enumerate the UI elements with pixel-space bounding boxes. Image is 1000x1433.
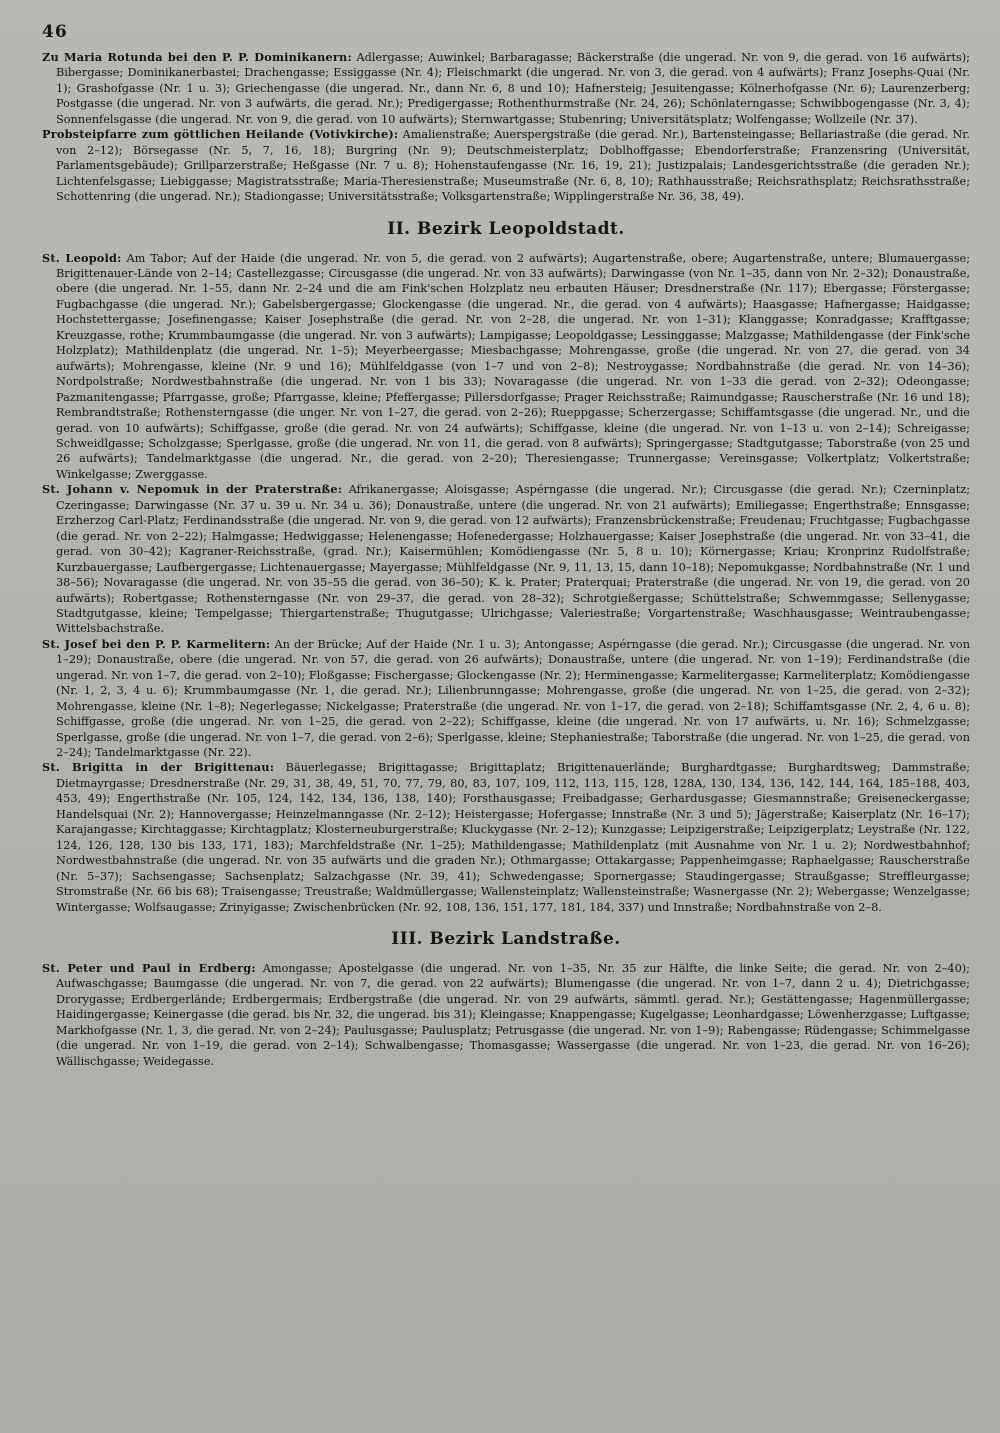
street-list: Bäuerlegasse; Brigittagasse; Brigittaplatz; Brigittenauerlände; Burghardtgasse; Burghardtsweg; Dammstraße; Dietmayrgasse; Dresdnerstraße (Nr. 29, 31, 38, 49, 51, 70, 77, 79, 80, 83, 107, 109, 112, 113, 115, 128, 128A, 130, 134, 136, 142, 144, 164, 185–188, 403, 453, 49); Engerthstraße (Nr. 105, 124, 142, 134, 136, 138, 140); Forsthausgasse; Freibadgasse; Gerhardusgasse; Giesmannstraße; Greiseneckergasse; Handelsquai (Nr. 2); Hannovergasse; Heinzelmanngasse (Nr. 2–12); Heistergasse; Hofergasse; Innstraße (Nr. 3 und 5); Jägerstraße; Kaiserplatz (Nr. 16–17); Karajangasse; Kirchtaggasse; Kirchtagplatz; Klosterneuburgerstraße; Kluckygasse (Nr. 2–12); Kunzgasse; Leipzigerstraße; Leipzigerplatz; Leystraße (Nr. 122, 124, 126, 128, 130 bis 133, 171, 183); Marchfeldstraße (Nr. 1–25); Mathildengasse; Mathildenplatz (mit Ausnahme von Nr. 1 u. 2); Nordwestbahnhof; Nordwestbahnstraße (die ungerad. Nr. von 35 aufwärts und die graden Nr.); Othmargasse; Ottakargasse; Pappenheimgasse; Raphaelgasse; Rauscherstraße (Nr. 5–37); Sachsengasse; Sachsenplatz; Salzachgasse (Nr. 39, 41); Schwedengasse; Spornergasse; Staudingergasse; Straußgasse; Streffleurgasse; Stromstraße (Nr. 66 bis 68); Traisengasse; Treustraße; Waldmüllergasse; Wallensteinplatz; Wallensteinstraße; Wasnergasse (Nr. 2); Webergasse; Wenzelgasse; Wintergasse; Wolfsaugasse; Zrinyigasse; Zwischenbrücken (Nr. 92, 108, 136, 151, 177, 181, 184, 337) und Innstraße; Nordbahnstraße von 2–8. (56, 761, 970, 914)
district-heading: III. Bezirk Landstraße. (391, 929, 621, 950)
parish-entry (42, 637, 970, 761)
page-number: 46 (42, 22, 68, 42)
parish-name: Zu Maria Rotunda bei den P. P. Dominikanern: (42, 50, 352, 64)
street-list: Afrikanergasse; Aloisgasse; Aspérngasse (die ungerad. Nr.); Circusgasse (die gerad. Nr.); Czerninplatz; Czeringasse; Darwingasse (Nr. 37 u. 39 u. Nr. 34 u. 36); Donaustraße, untere (die ungerad. Nr. von 21 aufwärts); Emiliegasse; Engerthstraße; Ennsgasse; Erzherzog Carl-Platz; Ferdinandsstraße (die ungerad. Nr. von 9, die gerad. von 12 aufwärts); Franzensbrückenstraße; Freudenau; Fruchtgasse; Fugbachgasse (die gerad. Nr. von 2–22); Halmgasse; Hedwiggasse; Helenengasse; Hofenedergasse; Holzhauergasse; Kaiser Josephstraße (die ungerad. Nr. von 33–41, die gerad. von 30–42); Kagraner-Reichsstraße, (grad. Nr.); Kaisermühlen; Komödiengasse (Nr. 5, 8 u. 10); Körnergasse; Kriau; Kronprinz Rudolfstraße; Kurzbauergasse; Laufbergergasse; Lichtenauergasse; Mayergasse; Mühlfeldgasse (Nr. 9, 11, 13, 15, dann 10–18); Nepomukgasse; Nordbahnstraße (Nr. 1 und 38–56); Novaragasse (die ungerad. Nr. von 35–55 die gerad. von 36–50); K. k. Prater; Praterquai; Praterstraße (die ungerad. Nr. von 19, die gerad. von 20 aufwärts); Robertgasse; Rothensterngasse (Nr. von 29–37, die gerad. von 28–32); Schrotgießergasse; Schüttelstraße; Schwemmgasse; Sellenygasse; Stadtgutgasse, kleine; Tempelgasse; Thiergartenstraße; Thugutgasse; Ulrichgasse; Valeriestraße; Vorgartenstraße; Waschhausgasse; Weintraubengasse; Wittelsbachstraße. (56, 483, 971, 636)
parish-entry (42, 760, 970, 915)
street-list: Am Tabor; Auf der Haide (die ungerad. Nr. von 5, die gerad. von 2 aufwärts); Augartenstraße, obere; Augartenstraße, untere; Blumauergasse; Brigittenauer-Lände von 2–14; Castellezgasse; Circusgasse (die ungerad. Nr. von 33 aufwärts); Darwingasse (von Nr. 1–35, dann von Nr. 2–32); Donaustraße, obere (die ungerad. Nr. 1–55, dann Nr. 2–24 und die am Fink'schen Holzplatz neu erbauten Häuser; Dresdnerstraße (Nr. 117); Ebergasse; Förstergasse; Fugbachgasse (die ungerad. Nr.); Gabelsbergergasse; Glockengasse (die ungerad. Nr., die gerad. von 4 aufwärts); Haasgasse; Hafnergasse; Haidgasse; Hochstettergasse; Josefinengasse; Kaiser Josephstraße (die gerad. Nr. von 2–28, die ungerad. Nr. von 1–31); Klanggasse; Konradgasse; Krafftgasse; Kreuzgasse, rothe; Krummbaumgasse (die ungerad. Nr. von 3 aufwärts); Lampigasse; Leopoldgasse; Lessinggasse; Malzgasse; Mathildengasse (der Fink'sche Holzplatz); Mathildenplatz (die ungerad. Nr. 1–5); Meyerbeergasse; Miesbachgasse; Mohrengasse, große (die ungerad. Nr. von 27, die gerad. von 34 aufwärts); Mohrengasse, kleine (Nr. 9 und 16); Mühlfeldgasse (von 1–7 und von 2–8); Nestroygasse; Nordbahnstraße (die gerad. Nr. von 14–36); Nordpolstraße; Nordwestbahnstraße (die ungerad. Nr. von 1 bis 33); Novaragasse (die ungerad. Nr. von 1–33 die gerad. von 2–32); Odeongasse; Pazmanitengasse; Pfarrgasse, große; Pfarrgasse, kleine; Pfeffergasse; Pillersdorfgasse; Prager Reichsstraße; Raimundgasse; Rauscherstraße (Nr. 16 und 18); Rembrandtstraße; Rothensterngasse (die unger. Nr. von 1–27, die gerad. von 2–26); Rueppgasse; Scherzergasse; Schiffamtsgasse (die ungerad. Nr., und die gerad. von 10 aufwärts); Schiffgasse, große (die gerad. Nr. von 24 aufwärts); Schiffgasse, kleine (die ungerad. Nr. von 1–13 u. von 2–14); Schreigasse; Schweidlgasse; Scholzgasse; Sperlgasse, große (die ungerad. Nr. von 11, die gerad. von 8 aufwärts); Springergasse; Stadtgutgasse; Taborstraße (von 25 und 26 aufwärts); Tandelmarktgasse (die ungerad. Nr., die gerad. von 2–20); Theresiengasse; Trunnergasse; Vereinsgasse; Volkertplatz; Volkertstraße; Winkelgasse; Zwerggasse. (56, 251, 971, 481)
parish-name: St. Brigitta in der Brigittenau: (42, 760, 275, 775)
parish-entry (42, 127, 970, 204)
parish-name: St. Peter und Paul in Erdberg: (42, 961, 256, 976)
parish-entry (42, 251, 970, 483)
parish-entry (42, 961, 970, 1069)
parish-entry (42, 482, 970, 637)
parish-name: Probsteipfarre zum göttlichen Heilande (Votivkirche): (42, 127, 399, 142)
street-list: Amongasse; Apostelgasse (die ungerad. Nr. von 1–35, Nr. 35 zur Hälfte, die linke Seite; die gerad. Nr. von 2–40); Aufwaschgasse; Baumgasse (die ungerad. Nr. von 7, die gerad. von 22 aufwärts); Blumengasse (die ungerad. Nr. von 1–7, dann 2 u. 4); Dietrichgasse; Drorygasse; Erdbergerlände; Erdbergermais; Erdbergstraße (die ungerad. Nr. von 29 aufwärts, sämmtl. gerad. Nr.); Gestättengasse; Hagenmüllergasse; Haidingergasse; Keinergasse (die gerad. bis Nr. 32, die ungerad. bis 31); Kleingasse; Knappengasse; Kugelgasse; Leonhardgasse; Löwenherzgasse; Luftgasse; Markhofgasse (Nr. 1, 3, die gerad. Nr. von 2–24); Paulusgasse; Paulusplatz; Petrusgasse (die ungerad. Nr. von 1–9); Rabengasse; Rüdengasse; Schimmelgasse (die ungerad. Nr. von 1–19, die gerad. von 2–14); Schwalbengasse; Thomasgasse; Wassergasse (die ungerad. Nr. von 1–23, die gerad. Nr. von 16–26); Wällischgasse; Weidegasse. (56, 962, 970, 1068)
street-list: Amalienstraße; Auerspergstraße (die gerad. Nr.), Bartensteingasse; Bellariastraße (die gerad. Nr. von 2–12); Börsegasse (Nr. 5, 7, 16, 18); Burgring (Nr. 9); Deutschmeisterplatz; Doblhoffgasse; Ebendorferstraße; Franzensring (Universität, Parlamentsgebäude); Grillparzerstraße; Heßgasse (Nr. 7 u. 8); Hohenstaufengasse (Nr. 16, 19, 21); Justizpalais; Landesgerichtsstraße (die geraden Nr.); Lichtenfelsgasse; Liebiggasse; Magistratsstraße; Maria-Theresienstraße; Museumstraße (Nr. 6, 8, 10); Rathhausstraße; Reichsrathsplatz; Reichsrathsstraße; Schottenring (die ungerad. Nr.); Stadiongasse; Universitätsstraße; Volksgartenstraße; Wipplingerstraße Nr. 36, 38, 49). (56, 128, 970, 204)
district-heading: II. Bezirk Leopoldstadt. (387, 218, 625, 239)
street-list: An der Brücke; Auf der Haide (Nr. 1 u. 3); Antongasse; Aspérngasse (die gerad. Nr.); Circusgasse (die ungerad. Nr. von 1–29); Donaustraße, obere (die ungerad. Nr. von 57, die gerad. von 26 aufwärts); Donaustraße, untere (die ungerad. Nr. von 1–19); Ferdinandstraße (die ungerad. Nr. von 1–7, die gerad. von 2–10); Floßgasse; Fischergasse; Glockengasse (Nr. 2); Herminengasse; Karmelitergasse; Karmeliterplatz; Komödiengasse (Nr. 1, 2, 3, 4 u. 6); Krummbaumgasse (Nr. 1, die gerad. Nr.); Lilienbrunngasse; Mohrengasse, große (die ungerad. Nr. von 1–25, die gerad. von 2–32); Mohrengasse, kleine (Nr. 1–8); Negerlegasse; Nickelgasse; Praterstraße (die ungerad. Nr. von 1–17, die gerad. von 2–18); Schiffamtsgasse (Nr. 2, 4, 6 u. 8); Schiffgasse, große (die ungerad. Nr. von 1–25, die gerad. von 2–22); Schiffgasse, kleine (die ungerad. Nr. von 17 aufwärts, u. Nr. 16); Schmelzgasse; Sperlgasse, große (die ungerad. Nr. von 1–7, die gerad. von 2–6); Sperlgasse, kleine; Stephaniestraße; Taborstraße (die ungerad. Nr. von 1–25, die gerad. von 2–24); Tandelmarktgasse (Nr. 22). (56, 637, 970, 760)
parish-name: St. Leopold: (42, 250, 122, 265)
street-list: Adlergasse; Auwinkel; Barbaragasse; Bäckerstraße (die ungerad. Nr. von 9, die gerad. von 16 aufwärts); Bibergasse; Dominikanerbastei; Drachengasse; Essiggasse (Nr. 4); Fleischmarkt (die ungerad. Nr. von 3, die gerad. von 4 aufwärts); Franz Josephs-Quai (Nr. 1); Grashofgasse (Nr. 1 u. 3); Griechengasse (die ungerad. Nr., dann Nr. 6, 8 und 10); Hafnersteig; Jesuitengasse; Kölnerhofgasse (Nr. 6); Laurenzerberg; Postgasse (die ungerad. Nr. von 3 aufwärts, die gerad. Nr.); Predigergasse; Rothenthurmstraße (Nr. 24, 26); Schönlaterngasse; Schwibbogengasse (Nr. 3, 4); Sonnenfelsgasse (die ungerad. Nr. von 9, die gerad. von 10 aufwärts); Sternwartgasse; Stubenring; Universitätsplatz; Wolfengasse; Wollzeile (Nr. 37). (56, 51, 970, 126)
parish-name: St. Josef bei den P. P. Karmelitern: (42, 636, 271, 651)
parish-name: St. Johann v. Nepomuk in der Praterstraße: (42, 482, 343, 497)
parish-entry (42, 50, 970, 127)
